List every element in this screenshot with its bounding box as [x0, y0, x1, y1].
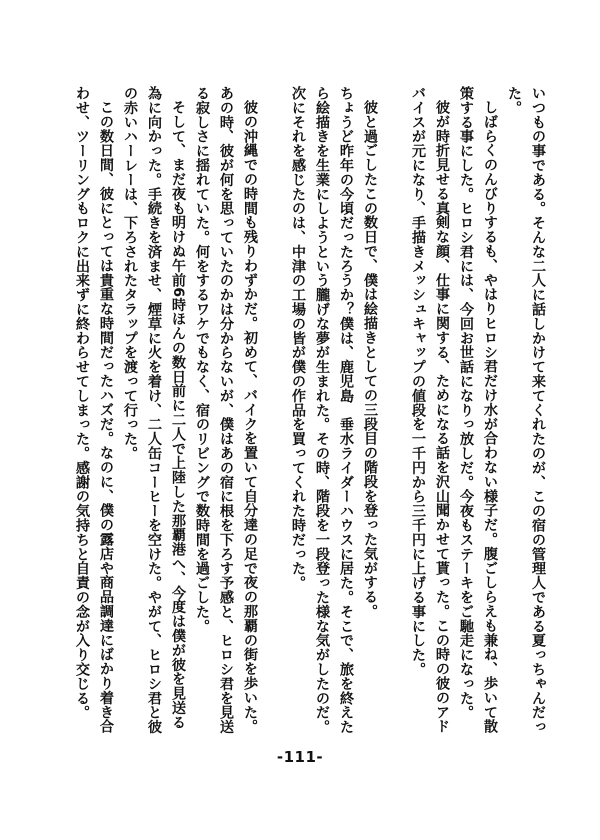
paragraph: 彼の沖縄での時間も残りわずかだ。初めて、バイクを置いて自分達の足で夜の那覇の街を歩いた。あの時、彼が何を思っていたのかは分からないが、僕はあの宿に根を下ろす予感と、ヒロシ君を見送る寂しさに揺れていた。何をするワケでもなく、宿のリビングで数時間を過ごした。 — [194, 86, 258, 734]
paragraph: そして、まだ夜も明けぬ午前6時ほんの数日前に二人で上陸した那覇港へ、今度は僕が彼を見送る為に向かった。手続きを済ませ、煙草に火を着け、二人缶コーヒーを空けた。やがて、ヒロシ君と彼の赤いハーレーは、下ろされたタラップを渡って行った。 — [122, 86, 186, 734]
paragraph: ちょうど昨年の今頃だったろうか？僕は、鹿児島 垂水ライダーハウスに居た。そこで、旅を終えたら絵描きを生業にしようという朧げな夢が生まれた。その時、階段を一段登った様な気がしたのだ。次にそれを感じたのは、中津の工場の皆が僕の作品を買ってくれた時だった。 — [290, 86, 354, 734]
paragraph: 彼が時折見せる真剣な顔、仕事に関する、ためになる話を沢山聞かせて貰った。この時の彼のアドバイスが元になり、手描きメッシュキャップの値段を一千円から三千円に上げる事にした。 — [410, 86, 450, 734]
page-number: -111- — [276, 748, 324, 766]
paragraph: この数日間、彼にとっては貴重な時間だったハズだ。なのに、僕の露店や商品調達にばかり着き合わせ、ツーリングもロクに出来ずに終わらせてしまった。感謝の気持ちと自責の念が入り交じる。 — [74, 86, 114, 734]
paragraph: 彼と過ごしたこの数日で、僕は絵描きとしての三段目の階段を登った気がする。 — [362, 100, 378, 619]
paragraph-spacer — [262, 86, 286, 736]
paragraph-spacer — [382, 86, 406, 736]
paragraph: いつもの事である。そんな二人に話しかけて来てくれたのが、この宿の管理人である夏っちゃんだった。 — [506, 86, 546, 734]
paragraph: しばらくのんびりするも、やはりヒロシ君だけ水が合わない様子だ。腹ごしらえも兼ね、歩いて散策する事にした。ヒロシ君には、今回お世話になりっ放しだ。今夜もステーキをご馳走になった。 — [458, 86, 498, 734]
vertical-text-body — [70, 86, 550, 736]
